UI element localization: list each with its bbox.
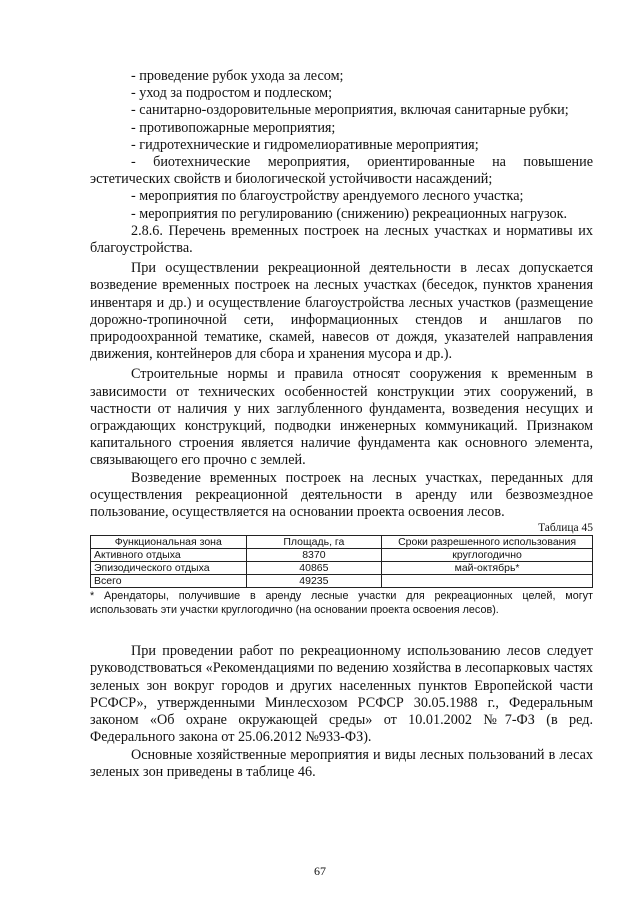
- table-cell: Эпизодического отдыха: [91, 562, 247, 575]
- table-cell: май-октябрь*: [382, 562, 593, 575]
- column-header: Площадь, га: [246, 536, 382, 549]
- table-cell: [382, 575, 593, 588]
- list-item: - биотехнические мероприятия, ориентированные на повышение эстетических свойств и биологической устойчивости насаждений;: [90, 154, 593, 188]
- page-number: 67: [314, 864, 326, 878]
- list-item: - санитарно-оздоровительные мероприятия, включая санитарные рубки;: [131, 102, 569, 119]
- data-table: [90, 535, 593, 588]
- table-header-row: [91, 536, 593, 549]
- spacer: [90, 617, 593, 643]
- table-cell: круглогодично: [382, 549, 593, 562]
- table-row: [91, 575, 593, 588]
- list-item: - мероприятия по регулированию (снижению) рекреационных нагрузок.: [131, 205, 568, 222]
- list-item: - проведение рубок ухода за лесом;: [131, 68, 344, 84]
- table-cell: 40865: [246, 562, 382, 575]
- paragraph: Основные хозяйственные мероприятия и виды лесных пользований в лесах зеленых зон приведены в таблице 46.: [90, 746, 593, 780]
- paragraph: Строительные нормы и правила относят сооружения к временным в зависимости от технических особенностей конструкции этих сооружений, в частности от наличия у них заглубленного фундамента, возведения несущих и ограждающих конструкций, подводки инженерных коммуникаций. Признаком капитального строения является наличие фундамента как основного элемента, связывающего его прочно с землей.: [90, 366, 593, 469]
- list-item: - противопожарные мероприятия;: [131, 119, 336, 136]
- paragraph: При осуществлении рекреационной деятельности в лесах допускается возведение временных построек на лесных участках (беседок, пунктов хранения инвентаря и др.) и осуществление благоустройства лесных участков (размещение дорожно-тропиночной сети, информационных стендов и аншлагов по природоохранной тематике, скамей, навесов от дождя, указателей направления движения, контейнеров для сбора и хранения мусора и др.).: [90, 260, 593, 363]
- column-header: Функциональная зона: [91, 536, 247, 549]
- paragraph: При проведении работ по рекреационному использованию лесов следует руководствоваться «Рекомендациями по ведению хозяйства в лесопарковых частях зеленых зон вокруг городов и других населенных пунктов Европейской части РСФСР», утвержденными Минлесхозом РСФСР 30.05.1988 г., Федеральным законом «Об охране окружающей среды» от 10.01.2002 №7-ФЗ (в ред. Федерального закона от 25.06.2012 №933-ФЗ).: [90, 643, 593, 746]
- table-cell: 8370: [246, 549, 382, 562]
- table-footnote: * Арендаторы, получившие в аренду лесные участки для рекреационных целей, могут использовать эти участки круглогодично (на основании проекта освоения лесов).: [90, 590, 593, 616]
- table-row: [91, 562, 593, 575]
- table-cell: 49235: [246, 575, 382, 588]
- table-row: [91, 549, 593, 562]
- table-cell: Всего: [91, 575, 247, 588]
- list-item: - уход за подростом и подлеском;: [131, 85, 333, 102]
- section-heading: 2.8.6. Перечень временных построек на лесных участках и нормативы их благоустройства.: [90, 222, 593, 257]
- table-caption: Таблица 45: [538, 522, 593, 535]
- column-header: Сроки разрешенного использования: [382, 536, 593, 549]
- paragraph: Возведение временных построек на лесных участках, переданных для осуществления рекреационной деятельности в аренду или безвозмездное пользование, осуществляется на основании проекта освоения лесов.: [90, 469, 593, 521]
- document-page: [90, 68, 593, 781]
- list-item: - мероприятия по благоустройству арендуемого лесного участка;: [131, 188, 524, 205]
- table-cell: Активного отдыха: [91, 549, 247, 562]
- list-item: - гидротехнические и гидромелиоративные мероприятия;: [131, 136, 479, 153]
